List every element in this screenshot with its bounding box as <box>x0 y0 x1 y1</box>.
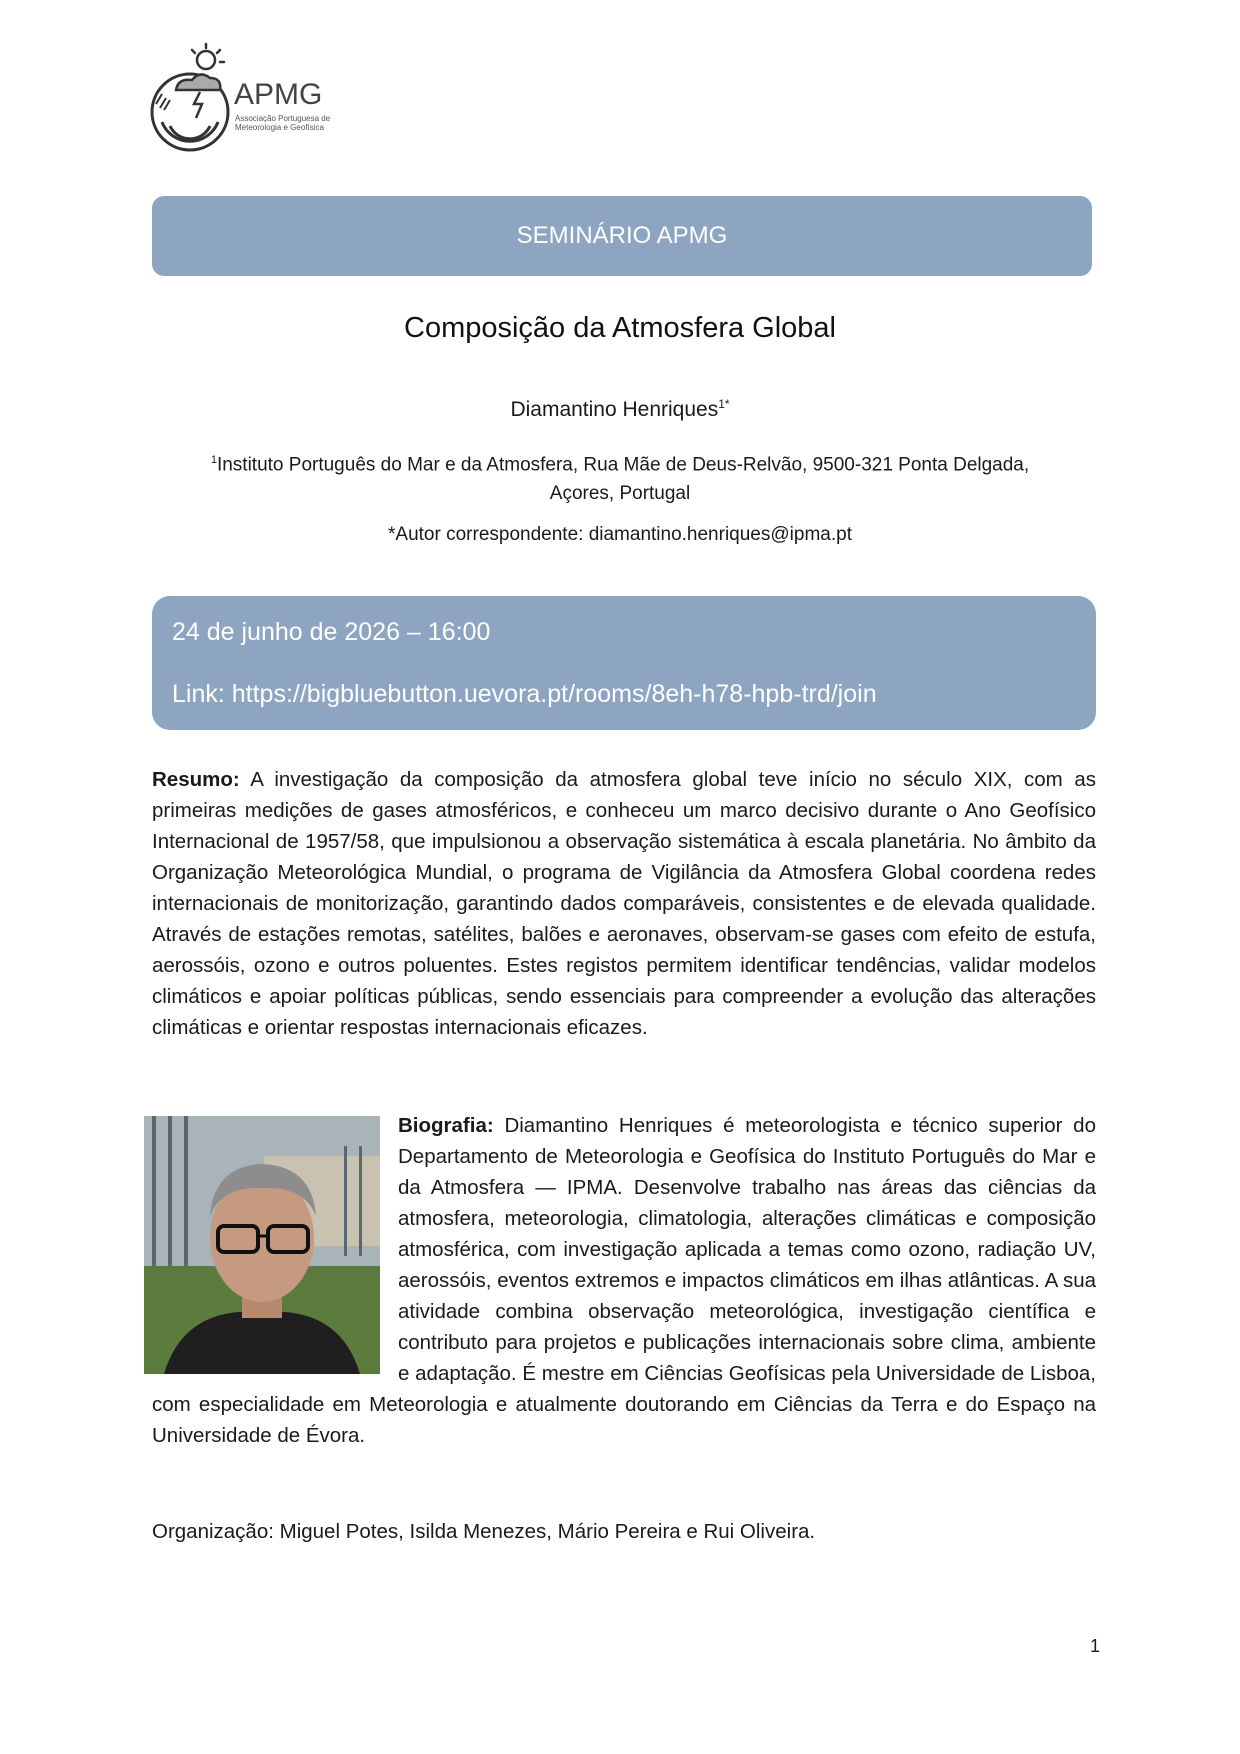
logo-name: APMG <box>234 78 323 111</box>
affiliation-superscript: 1 <box>210 454 217 466</box>
seminar-banner-label: SEMINÁRIO APMG <box>516 222 728 249</box>
logo-subtitle-line1: Associação Portuguesa de <box>235 114 331 123</box>
affiliation-line1: Instituto Português do Mar e da Atmosfera, Rua Mãe de Deus-Relvão, 9500-321 Ponta Delgada, <box>216 454 1030 476</box>
corresponding-author: *Autor correspondente: diamantino.henriques@ipma.pt <box>388 524 852 545</box>
event-link[interactable]: Link: https://bigbluebutton.uevora.pt/rooms/8eh-h78-hpb-trd/join <box>172 680 877 708</box>
talk-title: Composição da Atmosfera Global <box>404 312 836 344</box>
author-superscript: 1* <box>718 397 730 411</box>
author-line <box>0 397 1240 422</box>
seminar-banner <box>152 196 1092 276</box>
weather-logo-icon <box>148 42 248 160</box>
biography-text: Diamantino Henriques é meteorologista e técnico superior do Departamento de Meteorologia e Geofísica do Instituto Português do Mar e da Atmosfera — IPMA. Desenvolve trabalho nas áreas das ciências da atmosfera, meteorologia, climatologia, alterações climáticas e composição atmosférica, com investigação aplicada a temas como ozono, radiação UV, aerossóis, eventos extremos e impactos climáticos em ilhas atlânticas. A sua atividade combina observação meteorológica, investigação científica e contributo para projetos e publicações internacionais sobre clima, ambiente e adaptação. É mestre em Ciências Geofísicas pela Universidade de Lisboa, com especialidade em Meteorologia e atualmente doutorando em Ciências da Terra e do Espaço na Universidade de Évora. <box>152 1114 1096 1447</box>
abstract-text: A investigação da composição da atmosfera global teve início no século XIX, com as primeiras medições de gases atmosféricos, e conheceu um marco decisivo durante o Ano Geofísico Internacional de 1957/58, que impulsionou a observação sistemática à escala planetária. No âmbito da Organização Meteorológica Mundial, o programa de Vigilância da Atmosfera Global coordena redes internacionais de monitorização, garantindo dados comparáveis, consistentes e de elevada qualidade. Através de estações remotas, satélites, balões e aeronaves, observam-se gases com efeito de estufa, aerossóis, ozono e outros poluentes. Estes registos permitem identificar tendências, validar modelos climáticos e apoiar políticas públicas, sendo essenciais para compreender a evolução das alterações climáticas e orientar respostas internacionais eficazes. <box>152 768 1096 1039</box>
affiliation-line2: Açores, Portugal <box>549 483 691 505</box>
page-number: 1 <box>1090 1636 1101 1656</box>
logo-subtitle <box>235 114 345 132</box>
abstract-label: Resumo: <box>152 768 240 791</box>
affiliation <box>170 446 1070 508</box>
event-banner <box>152 596 1096 730</box>
organization: Organização: Miguel Potes, Isilda Menezes, Mário Pereira e Rui Oliveira. <box>152 1520 816 1543</box>
abstract <box>152 764 1096 1043</box>
author-name: Diamantino Henriques <box>510 398 719 421</box>
event-datetime: 24 de junho de 2026 – 16:00 <box>172 618 491 646</box>
biography <box>152 1110 1096 1451</box>
logo-subtitle-line2: Meteorologia e Geofísica <box>235 123 324 132</box>
biography-label: Biografia: <box>398 1114 494 1137</box>
apmg-logo <box>148 42 338 160</box>
